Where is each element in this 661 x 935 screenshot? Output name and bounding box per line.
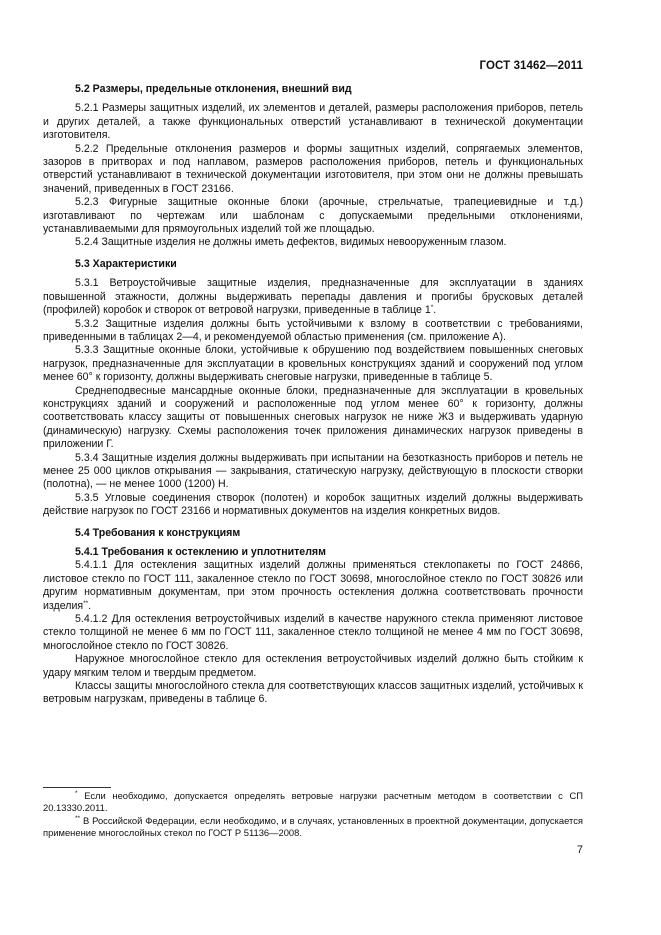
subsection-heading-5-4-1: 5.4.1 Требования к остеклению и уплотнителям xyxy=(75,546,326,558)
section-heading-5-3: 5.3 Характеристики xyxy=(75,257,177,270)
footnote-2-text: В Российской Федерации, если необходимо, и в случаях, установленных в проектной документации, допускается применение многослойных стекол по ГОСТ Р 51136—2008. xyxy=(43,814,583,839)
footnotes xyxy=(43,790,583,840)
paragraph-5-2-3: 5.2.3 Фигурные защитные оконные блоки (арочные, стрельчатые, трапециевидные и т.д.) изготавливают по чертежам или шаблонам с допускаемыми предельными отклонениями, устанавливаемыми для прямоугольных изделий той же площадью. xyxy=(43,196,583,236)
document-body xyxy=(43,83,583,707)
footnote-2-mark: ** xyxy=(75,814,81,822)
paragraph-5-3-1-end: . xyxy=(433,304,437,317)
paragraph-5-2-2: 5.2.2 Предельные отклонения размеров и формы защитных изделий, сопрягаемых элементов, зазоров в притворах и под наплавом, размеров расположения приборов, петель и функциональных отверстий устанавливают в технической документации изготовителя, при этом они не должны превышать значений, приведенных в ГОСТ 23166. xyxy=(43,142,583,195)
paragraph-5-4-1-2-continued: Наружное многослойное стекло для остекления ветроустойчивых изделий должно быть стойким к удару мягким телом и твердым предметом. xyxy=(43,653,583,679)
footnote-separator xyxy=(43,787,111,788)
paragraph-5-4-1-2: 5.4.1.2 Для остекления ветроустойчивых изделий в качестве наружного стекла применяют листовое стекло толщиной не менее 6 мм по ГОСТ 111, закаленное стекло толщиной не менее 4 мм по ГОСТ 30698, многослойное стекло по ГОСТ 30826. xyxy=(43,613,583,652)
footnote-ref-2: ** xyxy=(83,599,89,607)
footnote-2 xyxy=(43,815,583,840)
page-number: 7 xyxy=(576,844,583,856)
section-heading-5-4: 5.4 Требования к конструкциям xyxy=(75,526,241,539)
paragraph-5-3-4: 5.3.4 Защитные изделия должны выдерживать при испытании на безотказность приборов и петель не менее 25 000 циклов открывания — закрывания, статическую нагрузку, действующую в плоскости створки (полотна), — не менее 1000 (1200) Н. xyxy=(43,451,583,491)
section-heading-5-2: 5.2 Размеры, предельные отклонения, внешний вид xyxy=(75,83,352,95)
paragraph-5-4-1-1-text: 5.4.1.1 Для остекления защитных изделий должны применяться стеклопакеты по ГОСТ 24866, листовое стекло по ГОСТ 111, закаленное стекло по ГОСТ 30698, многослойное стекло по ГОСТ 30826 или другим нормативным документам, при этом прочность остекления должна соответствовать прочности изделия xyxy=(43,559,583,612)
footnote-1-mark: * xyxy=(75,790,78,797)
paragraph-5-3-1 xyxy=(43,277,583,317)
paragraph-5-3-2: 5.3.2 Защитные изделия должны быть устойчивыми к взлому в соответствии с требованиями, приведенными в таблицах 2—4, и рекомендуемой областью применения (см. приложение А). xyxy=(43,317,583,343)
paragraph-5-2-1: 5.2.1 Размеры защитных изделий, их элементов и деталей, размеры расположения приборов, петель и других деталей, а также функциональных отверстий устанавливают в технической документации изготовителя. xyxy=(43,102,583,142)
paragraph-5-4-1-2-tables: Классы защиты многослойного стекла для соответствующих классов защитных изделий, устойчивых к ветровым нагрузкам, приведены в таблице 6. xyxy=(43,680,583,706)
paragraph-5-3-1-text: 5.3.1 Ветроустойчивые защитные изделия, предназначенные для эксплуатации в зданиях повышенной этажности, должны выдерживать перепады давления и прогибы брусковых деталей (профилей) коробок и створок от ветровой нагрузки, приведенные в таблице 1 xyxy=(43,277,583,317)
footnote-1 xyxy=(43,790,583,815)
standard-code-header: ГОСТ 31462—2011 xyxy=(479,60,583,72)
paragraph-5-2-4: 5.2.4 Защитные изделия не должны иметь дефектов, видимых невооруженным глазом. xyxy=(75,236,507,249)
footnote-1-text: Если необходимо, допускается определять ветровые нагрузки расчетным методом в соответствии с СП 20.13330.2011. xyxy=(43,790,583,814)
paragraph-5-3-3: 5.3.3 Защитные оконные блоки, устойчивые к обрушению под воздействием повышенных снеговых нагрузок, предназначенные для эксплуатации в кровельных конструкциях зданий и сооружений под углом менее 60° к горизонту, должны выдерживать снеговые нагрузки, приведенные в таблице 5. xyxy=(43,344,583,384)
paragraph-5-3-5: 5.3.5 Угловые соединения створок (полотен) и коробок защитных изделий должны выдерживать действие нагрузок по ГОСТ 23166 и нормативных документов на изделия конкретных видов. xyxy=(43,491,583,518)
paragraph-5-4-1-1-end: . xyxy=(88,599,92,612)
paragraph-5-3-3-continued: Среднеподвесные мансардные оконные блоки, предназначенные для эксплуатации в кровельных конструкциях зданий и сооружений и расположенные под углом менее 60° к горизонту, должны соответствовать классу защиты от повышенных снеговых нагрузок не ниже Ж3 и выдерживать ударную (динамическую) нагрузку. Схемы расположения точек приложения динамических нагрузок приведены в приложении Г. xyxy=(43,384,583,451)
paragraph-5-4-1-1 xyxy=(43,559,583,613)
footnote-ref-1: * xyxy=(430,304,434,312)
